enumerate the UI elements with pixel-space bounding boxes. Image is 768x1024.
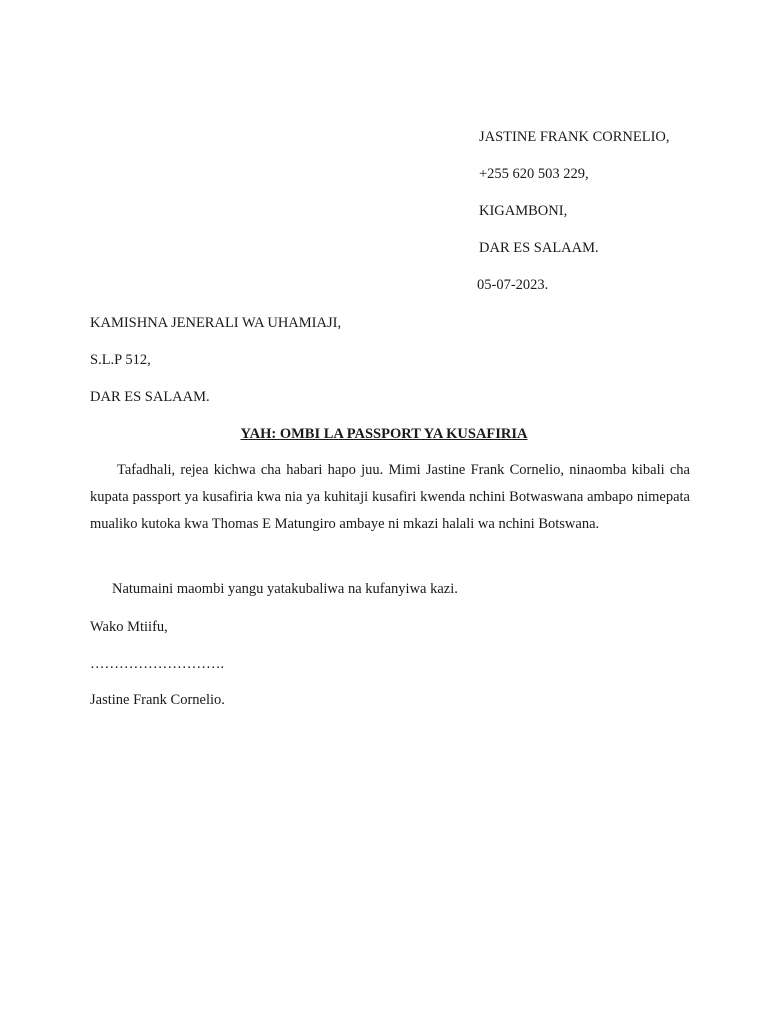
closing-salutation: Wako Mtiifu, bbox=[90, 619, 168, 635]
sender-phone: +255 620 503 229, bbox=[479, 166, 589, 182]
subject-heading: YAH: OMBI LA PASSPORT YA KUSAFIRIA bbox=[240, 426, 528, 442]
letter-date: 05-07-2023. bbox=[477, 277, 549, 293]
signature-line: ………………………. bbox=[90, 656, 225, 672]
recipient-title: KAMISHNA JENERALI WA UHAMIAJI, bbox=[90, 315, 342, 331]
recipient-box: S.L.P 512, bbox=[90, 352, 151, 368]
sender-name: JASTINE FRANK CORNELIO, bbox=[479, 129, 670, 145]
body-paragraph-1: Tafadhali, rejea kichwa cha habari hapo juu. Mimi Jastine Frank Cornelio, ninaomba kibali cha kupata passport ya kusafiria kwa nia ya kuhitaji kusafiri kwenda nchini Botwaswana ambapo nimepata mualiko kutoka kwa Thomas E Matungiro ambaye ni mkazi halali wa nchini Botswana. bbox=[90, 462, 690, 532]
recipient-city: DAR ES SALAAM. bbox=[90, 389, 210, 405]
signatory-name: Jastine Frank Cornelio. bbox=[90, 692, 225, 708]
body-paragraph-2: Natumaini maombi yangu yatakubaliwa na kufanyiwa kazi. bbox=[112, 581, 458, 597]
sender-city: DAR ES SALAAM. bbox=[479, 240, 599, 256]
sender-area: KIGAMBONI, bbox=[479, 203, 568, 219]
